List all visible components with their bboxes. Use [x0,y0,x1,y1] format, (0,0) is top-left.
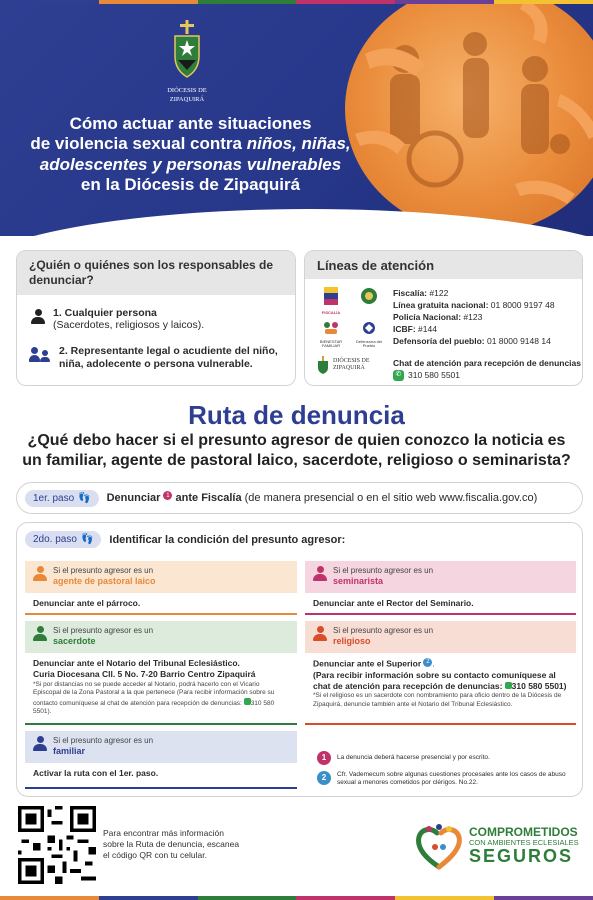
line-policia: Policía Nacional: #123 [393,312,483,322]
page-title [18,114,363,196]
step-2-header [25,531,345,548]
person-icon [33,566,47,581]
person-icon [31,309,45,324]
brand-logo [415,820,585,872]
footnote-2-ref: 2 [423,658,432,667]
step-2-pill: 2do. paso 👣 [25,531,101,548]
footprint-icon: 👣 [80,534,94,545]
defensoria-emblem-icon [361,321,377,335]
case-familiar: Si el presunto agresor es un familiar Activar la ruta con el 1er. paso. [25,731,297,789]
person-icon [313,626,327,641]
fiscalia-logo-text: FISCALÍA [321,310,341,315]
footprint-icon: 👣 [78,492,91,504]
title-line-3 [18,155,363,175]
who-item-1-title: 1. Cualquier persona [53,307,157,319]
crest-shield-icon [172,20,202,80]
diocese-small-text-2: ZIPAQUIRÁ [333,365,365,371]
person-icon [33,736,47,751]
case-religioso: Si el presunto agresor es un religioso Denunciar ante el Superior 2 . (Para recibir información sobre su contacto comuníquese al chat de atención para recepción de denuncias: 310 580 5501) *Si el religioso es un sacerdote con nombramiento para oficio dentro de la Diócesis de Zipaquirá, denuncie también ante el Notario del Tribunal Eclesiástico. [305,621,576,725]
person-icon [33,626,47,641]
diocese-crest-logo [163,20,211,103]
title-line-2b: niños, niñas, [246,134,351,154]
police-logo [355,287,383,310]
lines-box [304,250,583,386]
header-banner [0,4,593,236]
title-line-2a: de violencia sexual contra [30,134,247,154]
footnote-1: 1 La denuncia deberá hacerse presencial y por escrito. [317,751,567,765]
whatsapp-icon [505,682,512,689]
footnote-2: 2 Cfr. Vademecum sobre algunas cuestiones procesales ante los casos de abuso sexual a menores cometidos por clérigos. No.22. [317,771,567,788]
chat-number: 310 580 5501 [408,370,460,380]
people-icon [31,347,51,362]
diocese-small-text-1: DIÓCESIS DE [333,358,370,365]
illustration-circle [345,4,593,234]
who-box [16,250,296,386]
title-line-3-text: adolescentes y personas vulnerables [39,154,342,174]
silhouettes-illustration [345,4,593,234]
step-1-text: Denunciar 1 ante Fiscalía (de manera presencial o en el sitio web www.fiscalia.gov.co) [106,492,538,505]
whatsapp-icon: ✆ [393,370,404,381]
title-line-1: Cómo actuar ante situaciones [69,114,312,133]
crest-label-1: DIÓCESIS DE [167,87,207,94]
who-item-1 [31,307,204,331]
line-icbf: ICBF: #144 [393,324,437,334]
footnotes [317,751,567,788]
diocese-small-logo [317,356,387,374]
route-subtitle: ¿Qué debo hacer si el presunto agresor de quien conozco la noticia es un familiar, agente de pastoral laico, sacerdote, religioso o seminarista? [22,432,571,469]
step-2-box [16,522,583,797]
case-sacerdote: Si el presunto agresor es un sacerdote Denunciar ante el Notario del Tribunal Eclesiástico. Curia Diocesana Cll. 5 No. 7-20 Barrio Centro Zipaquirá *Si por distancias no se puede acceder al Notario, podrá hacerlo con el Vicario Episcopal de la Zona Pastoral a la que pertenece (Para recibir información sobre su contacto comuníquese al chat de atención para recepción de denuncias: 310 580 5501). [25,621,297,725]
chat-label: Chat de atención para recepción de denuncias [393,358,581,368]
brand-line-2: CON AMBIENTES ECLESIALES [469,837,579,847]
diocese-small-crest-icon [317,356,329,374]
brand-line-1: COMPROMETIDOS [469,825,578,840]
bottom-color-stripe [0,896,593,900]
who-item-1-detail: (Sacerdotes, religiosos y laicos). [53,319,205,331]
police-badge-icon [360,287,378,305]
title-line-4: en la Diócesis de Zipaquirá [80,175,301,195]
step-2-text: Identificar la condición del presunto agresor: [109,533,346,546]
who-item-2 [31,345,289,371]
step-1-pill: 1er. paso 👣 [25,490,99,507]
qr-instructions: Para encontrar más información sobre la Ruta de denuncia, escanea el código QR con tu celular. [103,828,240,861]
icbf-logo [317,321,345,348]
heart-people-logo-icon [415,821,463,871]
who-heading: ¿Quién o quiénes son los responsables de denunciar? [17,251,295,295]
line-nacional: Línea gratuita nacional: 01 8000 9197 48 [393,300,555,310]
icbf-logo-text: BIENESTAR FAMILIAR [319,339,343,348]
footnote-1-ref: 1 [163,491,172,500]
case-seminarista: Si el presunto agresor es un seminarista Denunciar ante el Rector del Seminario. [305,561,576,615]
defensoria-logo-text: Defensoría del Pueblo [355,339,382,348]
chat-contact[interactable] [393,369,581,381]
agency-logos [317,287,387,374]
crest-label-2: ZIPAQUIRÁ [169,96,205,104]
title-line-2 [18,134,363,154]
defensoria-logo [355,321,383,348]
whatsapp-icon [244,698,251,705]
who-item-2-title: 2. Representante legal o acudiente del niño, niña, adolecente o persona vulnerable. [59,345,278,371]
route-title: Ruta de denuncia [188,400,405,430]
fiscalia-logo [317,287,345,315]
case-pastoral: Si el presunto agresor es un agente de pastoral laico Denunciar ante el párroco. [25,561,297,615]
fiscalia-emblem-icon [324,287,338,305]
phone-lines [393,287,581,381]
step-1-row [16,482,583,514]
line-fiscalia: Fiscalía: #122 [393,288,449,298]
qr-code[interactable] [18,806,96,884]
person-icon [313,566,327,581]
line-defensoria: Defensoría del pueblo: 01 8000 9148 14 [393,336,551,346]
brand-line-3: SEGUROS [469,845,574,866]
icbf-family-icon [323,321,339,335]
lines-heading: Líneas de atención [305,251,582,279]
